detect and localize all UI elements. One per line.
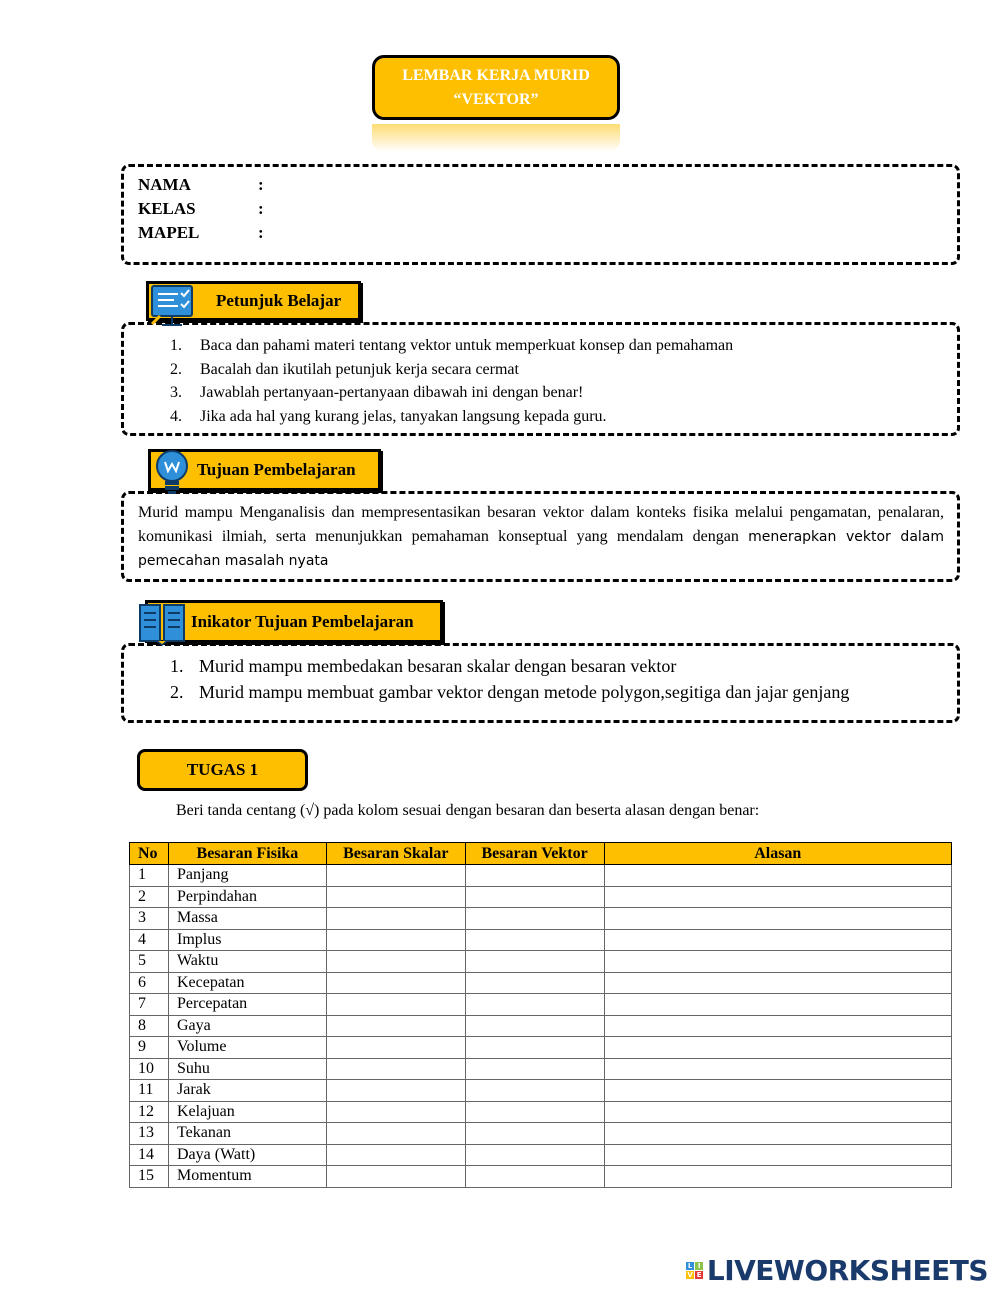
list-item: 4. Jika ada hal yang kurang jelas, tanyakan langsung kepada guru. <box>170 407 607 425</box>
reason-input-cell[interactable] <box>604 908 951 930</box>
vector-check-cell[interactable] <box>465 1080 604 1102</box>
scalar-check-cell[interactable] <box>326 951 465 973</box>
task-label: TUGAS 1 <box>137 749 308 791</box>
table-row <box>130 972 952 994</box>
scalar-check-cell[interactable] <box>326 994 465 1016</box>
vector-check-cell[interactable] <box>465 1123 604 1145</box>
quantity-name: Jarak <box>168 1080 326 1102</box>
row-number: 2 <box>130 886 169 908</box>
quantity-name: Tekanan <box>168 1123 326 1145</box>
brand-name: LIVEWORKSHEETS <box>706 1254 988 1287</box>
scalar-check-cell[interactable] <box>326 1144 465 1166</box>
row-number: 4 <box>130 929 169 951</box>
table-row <box>130 951 952 973</box>
vector-check-cell[interactable] <box>465 1166 604 1188</box>
scalar-check-cell[interactable] <box>326 929 465 951</box>
objectives-text <box>138 501 944 573</box>
header-vector: Besaran Vektor <box>465 843 604 865</box>
scalar-check-cell[interactable] <box>326 1123 465 1145</box>
vector-check-cell[interactable] <box>465 1015 604 1037</box>
checklist-screen-icon <box>148 284 196 330</box>
reason-input-cell[interactable] <box>604 1058 951 1080</box>
list-item: 2. Bacalah dan ikutilah petunjuk kerja secara cermat <box>170 360 519 378</box>
indicators-list <box>170 653 849 705</box>
quantity-name: Massa <box>168 908 326 930</box>
table-header-row <box>130 843 952 865</box>
reason-input-cell[interactable] <box>604 1101 951 1123</box>
row-number: 12 <box>130 1101 169 1123</box>
quantity-name: Kelajuan <box>168 1101 326 1123</box>
title-reflection <box>372 124 620 152</box>
vector-check-cell[interactable] <box>465 972 604 994</box>
scalar-check-cell[interactable] <box>326 1166 465 1188</box>
table-row <box>130 886 952 908</box>
class-label: KELAS <box>138 199 196 218</box>
task-instruction: Beri tanda centang (√) pada kolom sesuai dengan besaran dan beserta alasan dengan benar: <box>176 802 760 819</box>
indicators-box <box>121 643 960 723</box>
identity-box <box>121 164 960 265</box>
title-line-1: LEMBAR KERJA MURID <box>402 66 590 84</box>
vector-check-cell[interactable] <box>465 865 604 887</box>
reason-input-cell[interactable] <box>604 1037 951 1059</box>
vector-check-cell[interactable] <box>465 886 604 908</box>
subject-colon: : <box>258 223 264 242</box>
row-number: 7 <box>130 994 169 1016</box>
reason-input-cell[interactable] <box>604 994 951 1016</box>
reason-input-cell[interactable] <box>604 1166 951 1188</box>
scalar-check-cell[interactable] <box>326 1015 465 1037</box>
quantity-name: Suhu <box>168 1058 326 1080</box>
quantity-name: Gaya <box>168 1015 326 1037</box>
vector-check-cell[interactable] <box>465 1101 604 1123</box>
quantity-name: Percepatan <box>168 994 326 1016</box>
list-item: 2. Murid mampu membuat gambar vektor dengan metode polygon,segitiga dan jajar genjang <box>170 682 850 702</box>
vector-check-cell[interactable] <box>465 1144 604 1166</box>
subject-label: MAPEL <box>138 223 200 242</box>
task-table-body <box>130 865 952 1188</box>
scalar-check-cell[interactable] <box>326 1037 465 1059</box>
row-number: 15 <box>130 1166 169 1188</box>
objectives-box <box>121 491 960 582</box>
quantity-name: Perpindahan <box>168 886 326 908</box>
table-row <box>130 865 952 887</box>
brand-grid-icon: L I V E <box>687 1262 702 1279</box>
scalar-check-cell[interactable] <box>326 865 465 887</box>
worksheet-title <box>372 55 620 120</box>
table-row <box>130 1058 952 1080</box>
list-item: 1. Murid mampu membedakan besaran skalar dengan besaran vektor <box>170 656 677 676</box>
lightbulb-icon <box>152 448 192 496</box>
row-number: 10 <box>130 1058 169 1080</box>
list-item: 3. Jawablah pertanyaan-pertanyaan dibawah ini dengan benar! <box>170 384 584 401</box>
instructions-list <box>170 334 733 428</box>
reason-input-cell[interactable] <box>604 1144 951 1166</box>
objectives-text-sans: menerapkan vektor dalam pemecahan masalah nyata <box>138 529 945 569</box>
quantity-name: Panjang <box>168 865 326 887</box>
vector-check-cell[interactable] <box>465 951 604 973</box>
table-row <box>130 908 952 930</box>
table-row <box>130 1080 952 1102</box>
name-label: NAMA <box>138 175 191 194</box>
reason-input-cell[interactable] <box>604 929 951 951</box>
quantity-name: Momentum <box>168 1166 326 1188</box>
row-number: 13 <box>130 1123 169 1145</box>
row-number: 8 <box>130 1015 169 1037</box>
reason-input-cell[interactable] <box>604 951 951 973</box>
scalar-check-cell[interactable] <box>326 1080 465 1102</box>
objectives-title: Tujuan Pembelajaran <box>197 460 356 479</box>
table-row <box>130 1123 952 1145</box>
indicators-title: Inikator Tujuan Pembelajaran <box>191 611 414 631</box>
reason-input-cell[interactable] <box>604 1080 951 1102</box>
scalar-check-cell[interactable] <box>326 1058 465 1080</box>
header-no: No <box>130 843 169 865</box>
quantity-name: Volume <box>168 1037 326 1059</box>
header-scalar: Besaran Skalar <box>326 843 465 865</box>
quantity-name: Waktu <box>168 951 326 973</box>
vector-check-cell[interactable] <box>465 1058 604 1080</box>
scalar-check-cell[interactable] <box>326 886 465 908</box>
reason-input-cell[interactable] <box>604 865 951 887</box>
table-row <box>130 994 952 1016</box>
objectives-text-serif: Murid mampu Menganalisis dan mempresentasikan besaran vektor dalam konteks fisika melalui pengamatan, penalaran, komunikasi ilmiah, serta menunjukkan pemahaman konseptual yang mendalam dengan <box>138 504 944 545</box>
reason-input-cell[interactable] <box>604 1123 951 1145</box>
table-row <box>130 1037 952 1059</box>
row-number: 3 <box>130 908 169 930</box>
row-number: 5 <box>130 951 169 973</box>
row-number: 14 <box>130 1144 169 1166</box>
scalar-check-cell[interactable] <box>326 1101 465 1123</box>
row-number: 1 <box>130 865 169 887</box>
instructions-box <box>121 322 960 436</box>
table-row <box>130 1015 952 1037</box>
quantity-name: Implus <box>168 929 326 951</box>
task-table <box>129 842 952 1188</box>
list-item: 1. Baca dan pahami materi tentang vektor untuk memperkuat konsep dan pemahaman <box>170 337 734 354</box>
row-number: 9 <box>130 1037 169 1059</box>
quantity-name: Daya (Watt) <box>168 1144 326 1166</box>
quantity-name: Kecepatan <box>168 972 326 994</box>
scalar-check-cell[interactable] <box>326 908 465 930</box>
title-line-2: “VEKTOR” <box>453 90 539 108</box>
name-colon: : <box>258 175 264 194</box>
row-number: 11 <box>130 1080 169 1102</box>
vector-check-cell[interactable] <box>465 994 604 1016</box>
table-row <box>130 929 952 951</box>
header-reason: Alasan <box>604 843 951 865</box>
row-number: 6 <box>130 972 169 994</box>
class-colon: : <box>258 199 264 218</box>
header-physical-quantity: Besaran Fisika <box>168 843 326 865</box>
reason-input-cell[interactable] <box>604 886 951 908</box>
instructions-title: Petunjuk Belajar <box>216 291 342 310</box>
vector-check-cell[interactable] <box>465 1037 604 1059</box>
vector-check-cell[interactable] <box>465 908 604 930</box>
vector-check-cell[interactable] <box>465 929 604 951</box>
reason-input-cell[interactable] <box>604 1015 951 1037</box>
table-row <box>130 1166 952 1188</box>
liveworksheets-logo <box>686 1254 988 1287</box>
open-book-icon <box>137 601 187 647</box>
indicators-heading <box>145 600 443 643</box>
reason-input-cell[interactable] <box>604 972 951 994</box>
table-row <box>130 1144 952 1166</box>
scalar-check-cell[interactable] <box>326 972 465 994</box>
table-row <box>130 1101 952 1123</box>
